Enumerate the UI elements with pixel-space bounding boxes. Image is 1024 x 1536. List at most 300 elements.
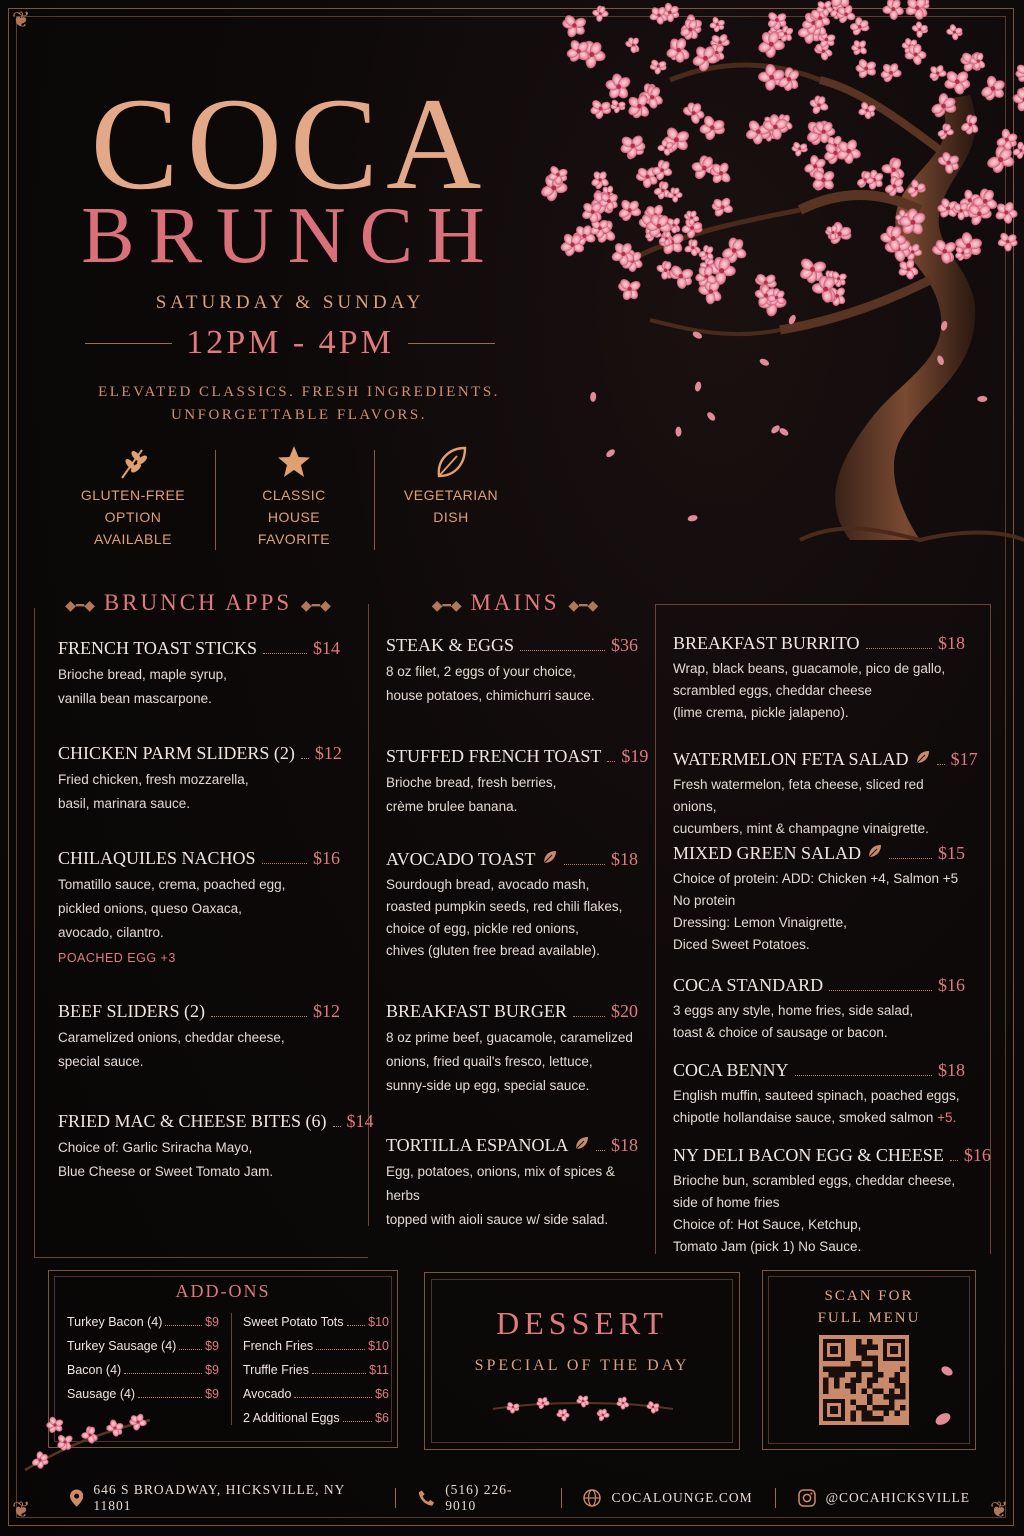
- qr-cell: [840, 1367, 846, 1373]
- menu-item: [673, 749, 978, 840]
- addon-price: $10: [368, 1339, 389, 1353]
- cherry-blossom-tree-illustration: [520, 0, 1024, 560]
- qr-cell: [867, 1339, 873, 1345]
- description-line: Sourdough bread, avocado mash,: [386, 877, 590, 892]
- menu-item: [673, 1145, 991, 1258]
- blossom-flower: [682, 101, 706, 125]
- legend-divider: [374, 450, 375, 550]
- column-divider: [368, 604, 369, 1226]
- addon-name: Avocado: [243, 1387, 292, 1401]
- legend-label: [376, 484, 526, 528]
- addon-price: $9: [205, 1315, 219, 1329]
- qr-cell: [829, 1367, 835, 1373]
- section-title-apps: [40, 590, 356, 616]
- item-name: STEAK & EGGS: [386, 635, 515, 655]
- item-name: BREAKFAST BURRITO: [673, 633, 860, 653]
- qr-cell: [900, 1383, 906, 1389]
- item-price: $18: [938, 633, 965, 653]
- description-line: Choice of: Garlic Sriracha Mayo,: [58, 1140, 253, 1155]
- footer-divider: [561, 1488, 562, 1508]
- description-line: Brioche bun, scrambled eggs, cheddar cheese,: [673, 1173, 956, 1188]
- instagram-handle[interactable]: @COCAHICKSVILLE: [825, 1490, 971, 1505]
- qr-cell: [823, 1378, 829, 1384]
- description-line: house potatoes, chimichurri sauce.: [386, 688, 595, 703]
- blossom-flower: [711, 196, 734, 218]
- qr-cell: [873, 1389, 879, 1395]
- blossom-flower: [943, 69, 971, 96]
- qr-cell: [867, 1345, 873, 1351]
- addon-name: Turkey Bacon (4): [67, 1315, 163, 1329]
- globe-icon: [583, 1489, 601, 1507]
- qr-cell: [889, 1378, 895, 1384]
- qr-code[interactable]: [819, 1335, 909, 1425]
- description-line: Dressing: Lemon Vinaigrette,: [673, 915, 847, 930]
- qr-cell: [884, 1405, 890, 1411]
- addon-row: [67, 1315, 219, 1329]
- falling-petal: [675, 427, 681, 437]
- item-name: FRENCH TOAST STICKS: [58, 638, 258, 658]
- item-name-row: [673, 975, 965, 996]
- days-label: SATURDAY & SUNDAY: [155, 292, 425, 313]
- item-name: NY DELI BACON EGG & CHEESE: [673, 1145, 944, 1165]
- qr-cell: [856, 1345, 862, 1351]
- item-name: CHILAQUILES NACHOS: [58, 848, 256, 868]
- website-link[interactable]: COCALOUNGE.COM: [611, 1490, 753, 1505]
- item-price: $15: [938, 843, 965, 863]
- qr-cell: [851, 1367, 857, 1373]
- description-line: vanilla bean mascarpone.: [58, 691, 212, 706]
- item-name: FRIED MAC & CHEESE BITES (6): [58, 1111, 327, 1131]
- description-line: pickled onions, queso Oaxaca,: [58, 901, 242, 916]
- falling-petal: [977, 396, 987, 402]
- falling-petal: [694, 381, 702, 392]
- blossom-flower: [506, 1401, 520, 1414]
- qr-cell: [856, 1367, 862, 1373]
- legend-gluten-free: [58, 442, 208, 550]
- qr-cell: [873, 1378, 879, 1384]
- item-name: WATERMELON FETA SALAD: [673, 749, 909, 769]
- hours-label: 12PM - 4PM: [186, 324, 394, 361]
- qr-cell: [823, 1389, 829, 1395]
- description-line: Brioche bread, fresh berries,: [386, 775, 557, 790]
- description-line: Choice of protein: ADD: Chicken +4, Salmon +5: [673, 871, 959, 886]
- item-description: [58, 873, 340, 945]
- qr-cell: [867, 1416, 873, 1422]
- qr-cell: [873, 1361, 879, 1367]
- description-line: Brioche bread, maple syrup,: [58, 667, 227, 682]
- blossom-flower: [561, 13, 587, 39]
- menu-item: [58, 743, 340, 816]
- qr-cell: [878, 1405, 884, 1411]
- qr-cell: [873, 1405, 879, 1411]
- addon-row: [243, 1363, 389, 1377]
- item-name: MIXED GREEN SALAD: [673, 843, 861, 863]
- item-name-row: [386, 635, 638, 656]
- description-line: Blue Cheese or Sweet Tomato Jam.: [58, 1164, 274, 1179]
- item-price: $14: [346, 1111, 374, 1131]
- addon-name: Sweet Potato Tots: [243, 1315, 344, 1329]
- addon-name: Sausage (4): [67, 1387, 136, 1401]
- blossom-flower: [556, 1408, 570, 1422]
- description-line: topped with aioli sauce w/ side salad.: [386, 1212, 609, 1227]
- qr-cell: [867, 1411, 873, 1417]
- qr-cell: [900, 1405, 906, 1411]
- item-description: [386, 1026, 638, 1098]
- addon-name: French Fries: [243, 1339, 314, 1353]
- qr-cell: [856, 1339, 862, 1345]
- legend-label-line: HOUSE: [267, 509, 321, 525]
- description-line: Fried chicken, fresh mozzarella,: [58, 772, 249, 787]
- qr-cell: [867, 1378, 873, 1384]
- legend-label: [219, 484, 369, 550]
- qr-cell: [862, 1356, 868, 1362]
- blossom-flower: [928, 64, 947, 83]
- item-price: $19: [621, 746, 649, 766]
- item-price: $20: [611, 1001, 638, 1021]
- falling-petal: [706, 411, 717, 422]
- item-name-row: [386, 849, 638, 870]
- item-name: AVOCADO TOAST: [386, 849, 536, 869]
- menu-item: [673, 843, 965, 956]
- menu-item: [58, 1001, 340, 1074]
- qr-cell: [895, 1383, 901, 1389]
- item-price: $18: [938, 1060, 965, 1080]
- blossom-flower: [616, 1396, 630, 1410]
- blossom-flower: [56, 1433, 74, 1451]
- legend-label-line: CLASSIC: [262, 487, 326, 503]
- flourish-icon: ◆━◆: [568, 599, 599, 614]
- qr-cell: [862, 1416, 868, 1422]
- blossom-flower: [617, 277, 642, 302]
- qr-cell: [851, 1400, 857, 1406]
- item-name-row: [386, 1001, 638, 1022]
- dot-leader: [829, 990, 932, 991]
- blossom-flower: [590, 170, 610, 190]
- qr-cell: [862, 1389, 868, 1395]
- blossom-flower: [592, 5, 609, 23]
- qr-cell: [889, 1394, 895, 1400]
- item-addon-note: POACHED EGG +3: [58, 951, 176, 965]
- blossom-flower: [610, 98, 626, 114]
- qr-cell: [873, 1372, 879, 1378]
- price-addon-note: +5.: [937, 1110, 957, 1125]
- item-name: CHICKEN PARM SLIDERS (2): [58, 743, 295, 763]
- description-line: choice of egg, pickle red onions,: [386, 921, 579, 936]
- description-line: English muffin, sauteed spinach, poached eggs,: [673, 1088, 960, 1103]
- blossom-flower: [617, 198, 642, 223]
- blossom-flower: [665, 37, 692, 64]
- description-line: Diced Sweet Potatoes.: [673, 937, 810, 952]
- description-text: chipotle hollandaise sauce, smoked salmon: [673, 1110, 934, 1125]
- blossom-flower: [667, 263, 694, 289]
- qr-cell: [851, 1389, 857, 1395]
- blossom-flower: [1012, 86, 1024, 112]
- qr-cell: [834, 1367, 840, 1373]
- blossom-flower: [536, 1396, 549, 1410]
- item-price: $18: [611, 1135, 638, 1155]
- addon-row: [243, 1387, 389, 1401]
- qr-cell: [845, 1367, 851, 1373]
- qr-cell: [829, 1372, 835, 1378]
- qr-cell: [851, 1378, 857, 1384]
- qr-cell: [862, 1350, 868, 1356]
- qr-cell: [900, 1394, 906, 1400]
- blossom-flower: [649, 58, 667, 75]
- addon-row: [67, 1363, 219, 1377]
- map-pin-icon: [70, 1489, 83, 1507]
- item-description: [673, 1000, 965, 1044]
- item-description: [673, 868, 965, 956]
- addon-row: [243, 1411, 389, 1425]
- falling-petal: [687, 514, 698, 522]
- qr-cell: [873, 1345, 879, 1351]
- qr-cell: [862, 1367, 868, 1373]
- menu-item: [58, 638, 340, 711]
- flourish-icon: ◆━◆: [431, 599, 462, 614]
- address-text: 646 S BROADWAY, HICKSVILLE, NY 11801: [93, 1482, 345, 1513]
- addon-price: $6: [375, 1387, 389, 1401]
- qr-cell: [856, 1378, 862, 1384]
- item-name-row: [58, 1001, 340, 1022]
- qr-cell: [889, 1389, 895, 1395]
- column-divider: [655, 604, 656, 1254]
- menu-item: [386, 746, 649, 819]
- footer-divider: [395, 1488, 396, 1508]
- item-price: $12: [313, 1001, 340, 1021]
- item-description: [58, 663, 340, 711]
- blossom-flower: [667, 187, 683, 203]
- description-line: scrambled eggs, cheddar cheese: [673, 683, 872, 698]
- falling-petal: [759, 357, 771, 367]
- qr-cell: [873, 1356, 879, 1362]
- qr-cell: [862, 1345, 868, 1351]
- divider-line: [85, 343, 172, 344]
- item-name-row: [673, 633, 965, 654]
- qr-cell: [862, 1411, 868, 1417]
- blossom-flower: [994, 200, 1018, 224]
- item-price: $36: [611, 635, 638, 655]
- qr-cell: [834, 1372, 840, 1378]
- description-line: crème brulee banana.: [386, 799, 518, 814]
- footer-phone[interactable]: [418, 1482, 538, 1514]
- blossom-flower: [589, 98, 612, 120]
- vegetarian-leaf-icon: [867, 843, 883, 864]
- blossom-flower: [625, 36, 641, 53]
- scan-label-line: FULL MENU: [817, 1310, 921, 1326]
- dot-leader: [165, 1325, 202, 1326]
- legend-label: [58, 484, 208, 550]
- qr-cell: [895, 1378, 901, 1384]
- dot-leader: [312, 1373, 366, 1374]
- qr-cell: [834, 1383, 840, 1389]
- item-price: $14: [313, 638, 340, 658]
- description-line: Egg, potatoes, onions, mix of spices & herbs: [386, 1164, 615, 1203]
- item-description: [673, 774, 965, 840]
- qr-cell: [840, 1372, 846, 1378]
- description-line: cucumbers, mint & champagne vinaigrette.: [673, 821, 929, 836]
- addon-name: Turkey Sausage (4): [67, 1339, 177, 1353]
- qr-cell: [851, 1361, 857, 1367]
- addon-row: [243, 1315, 389, 1329]
- qr-cell: [878, 1389, 884, 1395]
- qr-cell: [873, 1416, 879, 1422]
- menu-item: [673, 975, 965, 1044]
- instagram-icon: [798, 1489, 816, 1507]
- dot-leader: [347, 1325, 366, 1326]
- blossom-flower: [1015, 63, 1024, 84]
- blossom-flower: [699, 114, 726, 141]
- legend-vegetarian: [376, 442, 526, 528]
- corner-ornament-icon: ❦: [12, 1498, 31, 1523]
- item-description: [386, 1160, 638, 1232]
- addon-price: $9: [205, 1387, 219, 1401]
- legend-label-line: GLUTEN-FREE: [80, 487, 186, 503]
- item-description: [673, 1170, 965, 1258]
- addon-price: $10: [368, 1315, 389, 1329]
- item-name-row: [673, 1060, 965, 1081]
- item-price: $16: [963, 1145, 991, 1165]
- addon-name: Bacon (4): [67, 1363, 122, 1377]
- dessert-subtitle: SPECIAL OF THE DAY: [474, 1357, 690, 1374]
- item-name-row: [386, 1135, 638, 1156]
- addon-name: Truffle Fries: [243, 1363, 309, 1377]
- dessert-title: DESSERT: [496, 1305, 668, 1341]
- menu-item: [386, 849, 638, 962]
- qr-cell: [900, 1389, 906, 1395]
- addon-price: $11: [369, 1363, 389, 1377]
- item-price: $16: [313, 848, 340, 868]
- item-price: $16: [938, 975, 965, 995]
- qr-cell: [851, 1383, 857, 1389]
- item-name-row: [58, 638, 340, 659]
- tagline-line-1: ELEVATED CLASSICS. FRESH INGREDIENTS.: [98, 384, 500, 400]
- qr-cell: [884, 1394, 890, 1400]
- vegetarian-leaf-icon: [542, 849, 558, 870]
- phone-text: (516) 226-9010: [445, 1482, 513, 1513]
- qr-cell: [900, 1367, 906, 1373]
- footer-instagram[interactable]: [798, 1489, 970, 1507]
- menu-item: [673, 633, 965, 724]
- item-description: [58, 1136, 340, 1184]
- qr-cell: [856, 1350, 862, 1356]
- description-line: avocado, cilantro.: [58, 925, 164, 940]
- blossom-flower: [809, 95, 830, 116]
- dot-leader: [301, 758, 309, 759]
- qr-cell: [834, 1378, 840, 1384]
- addon-name: 2 Additional Eggs: [243, 1411, 340, 1425]
- item-description: [58, 1026, 340, 1074]
- star-icon: [219, 442, 369, 482]
- item-name: BEEF SLIDERS (2): [58, 1001, 206, 1021]
- legend-label-line: AVAILABLE: [94, 531, 172, 547]
- qr-cell: [889, 1405, 895, 1411]
- vegetarian-leaf-icon: [915, 749, 931, 770]
- blossom-flower: [791, 141, 808, 158]
- description-line: Tomato Jam (pick 1) No Sauce.: [673, 1239, 862, 1254]
- dot-leader: [795, 1075, 932, 1076]
- qr-cell: [823, 1383, 829, 1389]
- blossom-flower: [619, 133, 646, 159]
- description-line: side of home fries: [673, 1195, 780, 1210]
- dot-leader: [889, 858, 932, 859]
- footer-divider: [775, 1488, 776, 1508]
- blossom-flower: [646, 1400, 660, 1414]
- qr-cell: [873, 1367, 879, 1373]
- dessert-box: [424, 1272, 740, 1450]
- blossom-flower: [911, 21, 929, 38]
- item-description: [58, 768, 340, 816]
- description-line: special sauce.: [58, 1054, 144, 1069]
- qr-cell: [856, 1361, 862, 1367]
- addons-title: ADD-ONS: [175, 1281, 271, 1301]
- falling-petal: [605, 448, 617, 459]
- qr-cell: [851, 1416, 857, 1422]
- dot-leader: [333, 1126, 341, 1127]
- qr-cell: [845, 1383, 851, 1389]
- item-description: [673, 1085, 965, 1129]
- qr-cell: [895, 1394, 901, 1400]
- dot-leader: [211, 1016, 307, 1017]
- footer-website[interactable]: [583, 1489, 752, 1507]
- dot-leader: [294, 1397, 372, 1398]
- blossom-flower: [604, 73, 632, 101]
- vegetarian-leaf-icon: [574, 1135, 590, 1156]
- tagline-line-2: UNFORGETTABLE FLAVORS.: [170, 407, 428, 423]
- blossom-flower: [851, 39, 868, 57]
- qr-box: [762, 1270, 976, 1450]
- flourish-icon: ◆━◆: [65, 599, 96, 614]
- qr-cell: [823, 1367, 829, 1373]
- description-line: 8 oz prime beef, guacamole, caramelized: [386, 1030, 633, 1045]
- dot-leader: [607, 761, 615, 762]
- title-coca: COCA: [90, 70, 490, 217]
- dot-leader: [343, 1421, 372, 1422]
- description-line: Tomatillo sauce, crema, poached egg,: [58, 877, 286, 892]
- item-name-row: [58, 743, 340, 764]
- dot-leader: [937, 764, 945, 765]
- dot-leader: [179, 1349, 202, 1350]
- description-line: sunny-side up egg, special sauce.: [386, 1078, 590, 1093]
- addon-row: [243, 1339, 389, 1353]
- legend-house-favorite: [219, 442, 369, 550]
- menu-item: [386, 1135, 638, 1232]
- blossom-flower: [904, 0, 929, 21]
- blossom-flower: [880, 62, 902, 84]
- qr-cell: [889, 1400, 895, 1406]
- qr-cell: [895, 1372, 901, 1378]
- description-line: roasted pumpkin seeds, red chili flakes,: [386, 899, 623, 914]
- item-name-row: [58, 848, 340, 869]
- scan-label-line: SCAN FOR: [824, 1288, 914, 1304]
- dot-leader: [316, 1349, 365, 1350]
- menu-item: [386, 635, 638, 708]
- dot-leader: [866, 648, 932, 649]
- corner-ornament-icon: ❦: [12, 8, 31, 33]
- item-description: [673, 658, 965, 724]
- section-title-text: BRUNCH APPS: [103, 590, 293, 615]
- item-price: $18: [611, 849, 638, 869]
- phone-icon: [418, 1489, 435, 1507]
- legend-label-line: DISH: [433, 509, 469, 525]
- item-name: COCA BENNY: [673, 1060, 789, 1080]
- qr-cell: [851, 1411, 857, 1417]
- item-name-row: [673, 749, 978, 770]
- description-line: Fresh watermelon, feta cheese, sliced red onions,: [673, 777, 924, 814]
- qr-cell: [884, 1411, 890, 1417]
- blossom-flower: [855, 57, 877, 79]
- blossom-flower: [997, 231, 1018, 252]
- description-line: Caramelized onions, cheddar cheese,: [58, 1030, 285, 1045]
